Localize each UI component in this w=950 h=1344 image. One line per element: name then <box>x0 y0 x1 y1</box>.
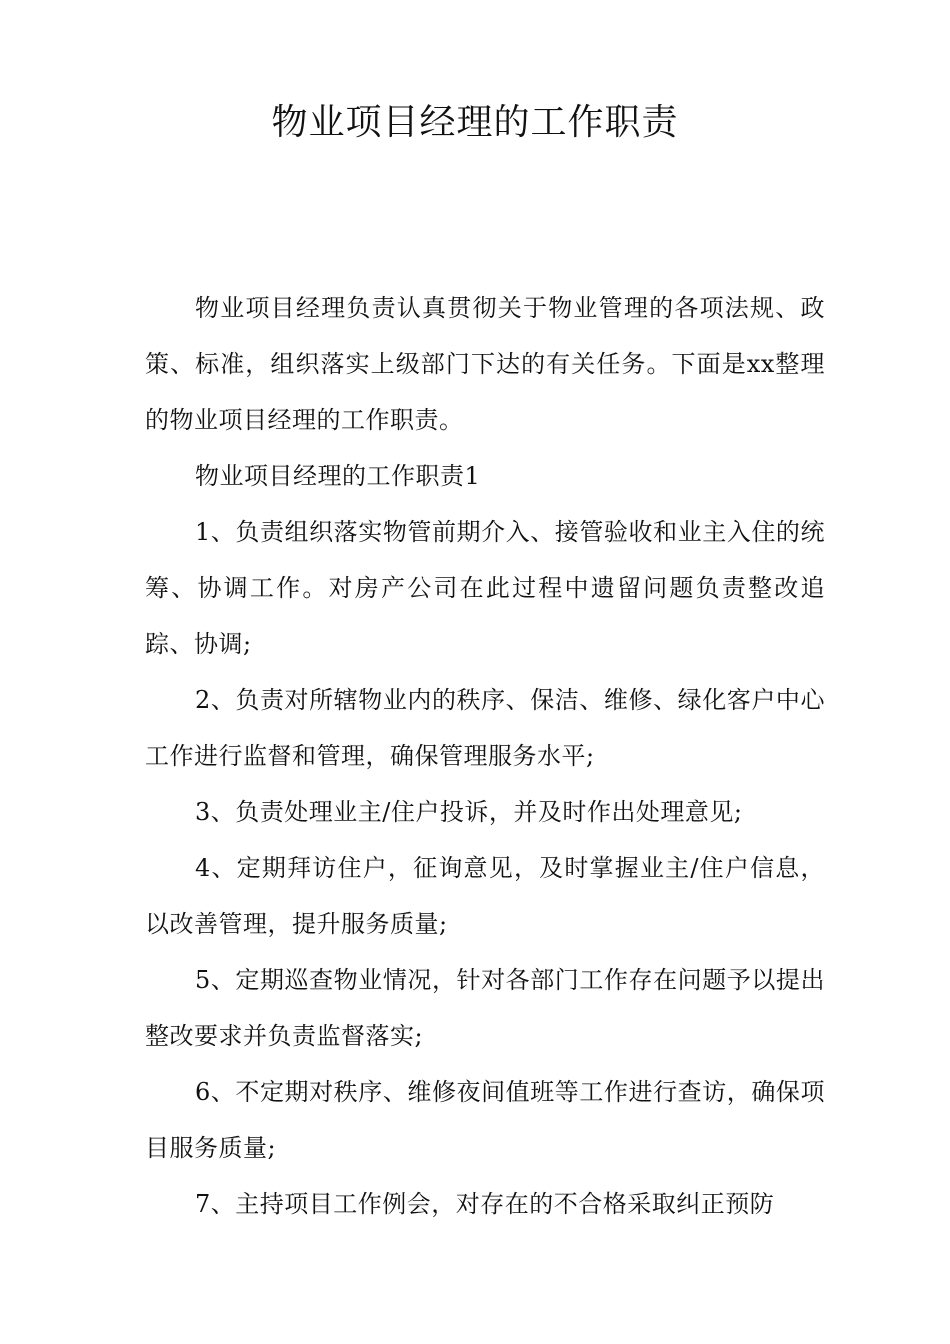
list-item: 5、定期巡查物业情况，针对各部门工作存在问题予以提出整改要求并负责监督落实; <box>145 966 825 1050</box>
list-item: 6、不定期对秩序、维修夜间值班等工作进行查访，确保项目服务质量; <box>145 1078 825 1162</box>
document-title: 物业项目经理的工作职责 <box>271 102 679 143</box>
list-item: 7、主持项目工作例会，对存在的不合格采取纠正预防 <box>195 1190 775 1218</box>
section-heading: 物业项目经理的工作职责1 <box>195 462 481 490</box>
document-body <box>145 280 825 1232</box>
paragraph-intro: 物业项目经理负责认真贯彻关于物业管理的各项法规、政策、标准，组织落实上级部门下达的有关任务。下面是xx整理的物业项目经理的工作职责。 <box>145 294 825 434</box>
list-item: 4、定期拜访住户，征询意见，及时掌握业主/住户信息，以改善管理，提升服务质量; <box>145 854 825 938</box>
list-item: 3、负责处理业主/住户投诉，并及时作出处理意见; <box>195 798 743 826</box>
list-item: 1、负责组织落实物管前期介入、接管验收和业主入住的统筹、协调工作。对房产公司在此过程中遗留问题负责整改追踪、协调; <box>145 518 825 658</box>
list-item: 2、负责对所辖物业内的秩序、保洁、维修、绿化客户中心工作进行监督和管理，确保管理服务水平; <box>145 686 825 770</box>
